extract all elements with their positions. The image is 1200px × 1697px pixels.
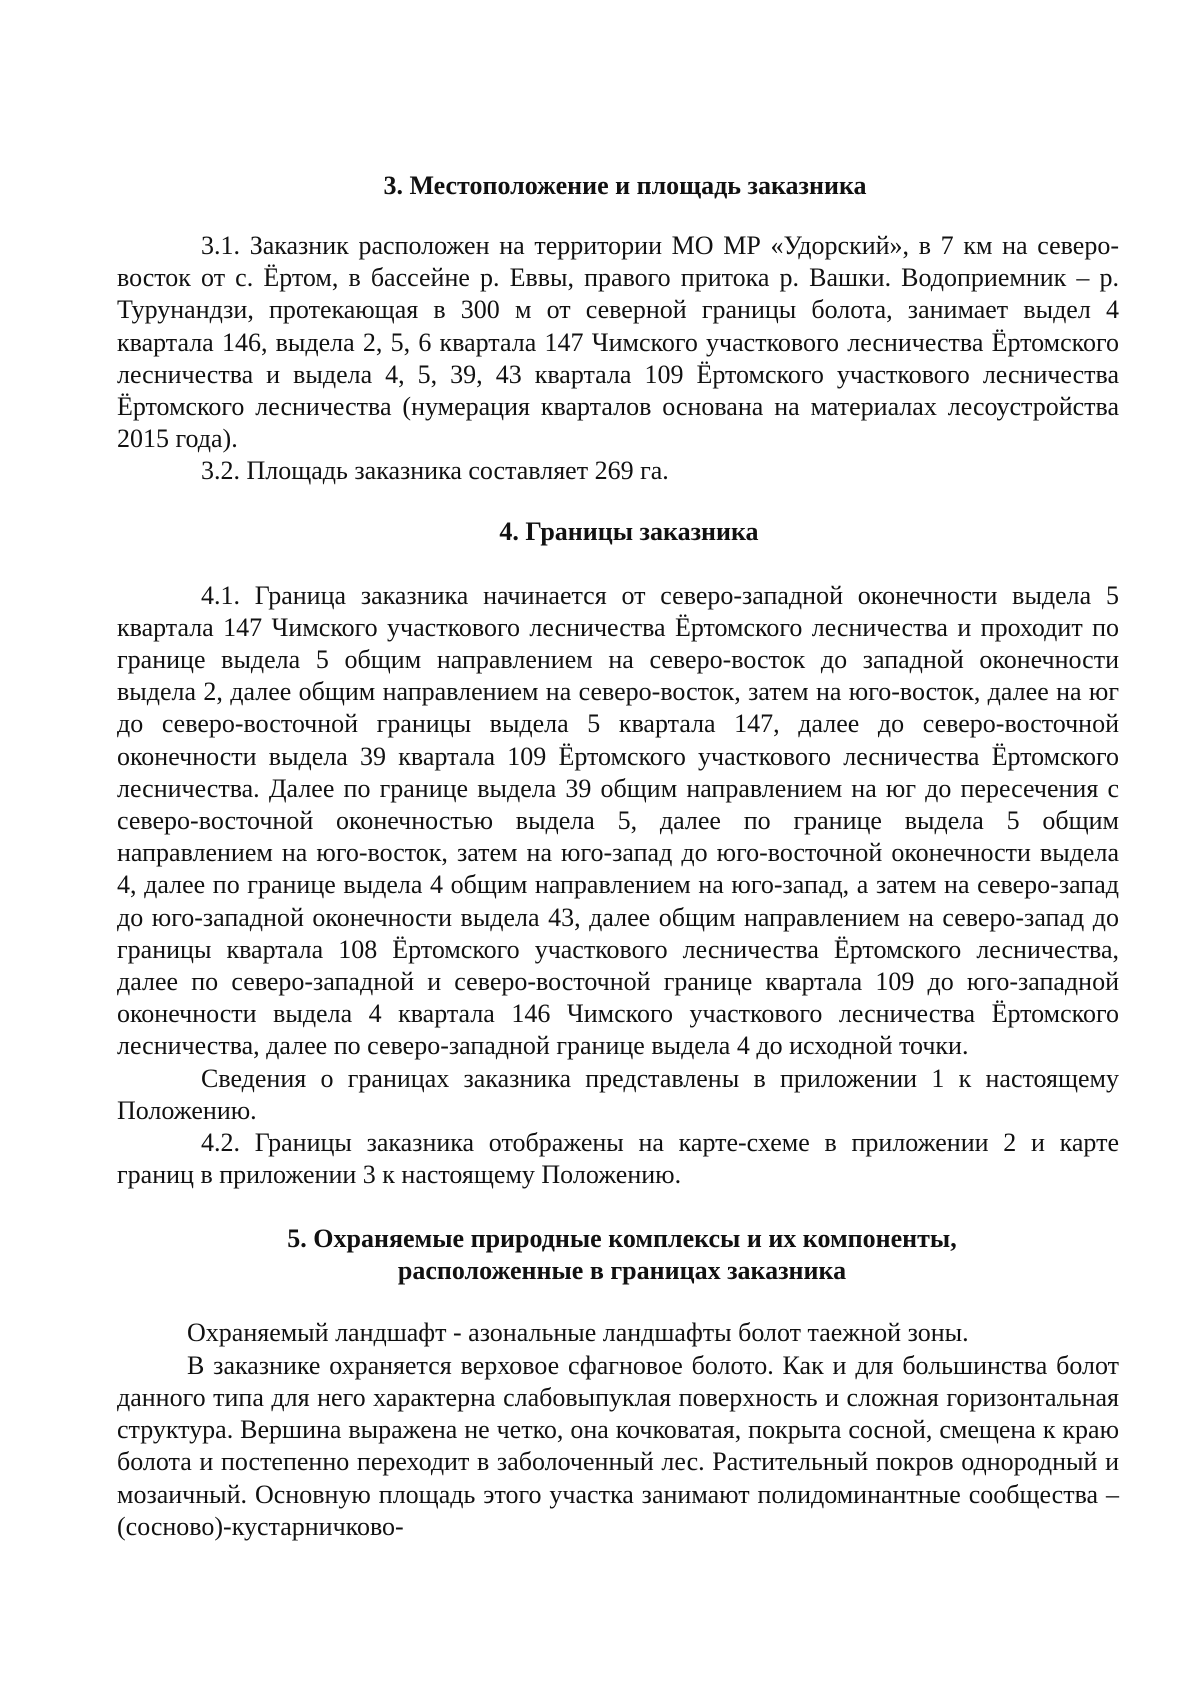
paragraph-4-boundary-info: Сведения о границах заказника представлены в приложении 1 к настоящему Положению. (117, 1063, 1119, 1125)
section-3-heading: 3. Местоположение и площадь заказника (383, 171, 867, 200)
section-5-heading-line-1: 5. Охраняемые природные комплексы и их компоненты, (287, 1224, 957, 1254)
section-5-heading-line-2: расположенные в границах заказника (397, 1256, 847, 1286)
section-5-heading (117, 1223, 1119, 1287)
paragraph-4-1: 4.1. Граница заказника начинается от северо-западной оконечности выдела 5 квартала 147 Чимского участкового лесничества Ёртомского лесничества и проходит по границе выдела 5 общим направлением на северо-восток до западной оконечности выдела 2, далее общим направлением на северо-восток, затем на юго-восток, далее на юг до северо-восточной границы выдела 5 квартала 147, далее до северо-восточной оконечности выдела 39 квартала 109 Ёртомского участкового лесничества Ёртомского лесничества. Далее по границе выдела 39 общим направлением на юг до пересечения с северо-восточной оконечностью выдела 5, далее по границе выдела 5 общим направлением на юго-восток, затем на юго-запад до юго-восточной оконечности выдела 4, далее по границе выдела 4 общим направлением на юго-запад, а затем на северо-запад до юго-западной оконечности выдела 43, далее общим направлением на северо-запад до границы квартала 108 Ёртомского участкового лесничества Ёртомского лесничества, далее по северо-западной и северо-восточной границе квартала 109 до юго-западной оконечности выдела 4 квартала 146 Чимского участкового лесничества Ёртомского лесничества, далее по северо-западной границе выдела 4 до исходной точки. (117, 580, 1119, 1061)
paragraph-3-1: 3.1. Заказник расположен на территории МО МР «Удорский», в 7 км на северо-восток от с. Ёртом, в бассейне р. Еввы, правого притока р. Вашки. Водоприемник – р. Турунандзи, протекающая в 300 м от северной границы болота, занимает выдел 4 квартала 146, выдела 2, 5, 6 квартала 147 Чимского участкового лесничества Ёртомского лесничества и выдела 4, 5, 39, 43 квартала 109 Ёртомского участкового лесничества Ёртомского лесничества (нумерация кварталов основана на материалах лесоустройства 2015 года). (117, 231, 1119, 454)
section-4-heading: 4. Границы заказника (499, 516, 759, 546)
document-page (117, 170, 1119, 1543)
paragraph-4-2: 4.2. Границы заказника отображены на карте-схеме в приложении 2 и карте границ в приложении 3 к настоящему Положению. (117, 1128, 1119, 1190)
paragraph-5-landscape: Охраняемый ландшафт - азональные ландшафты болот таежной зоны. (187, 1318, 969, 1348)
paragraph-3-2: 3.2. Площадь заказника составляет 269 га. (201, 456, 669, 486)
paragraph-5-bog: В заказнике охраняется верховое сфагновое болото. Как и для большинства болот данного типа для него характерна слабовыпуклая поверхность и сложная горизонтальная структура. Вершина выражена не четко, она кочковатая, покрыта сосной, смещена к краю болота и постепенно переходит в заболоченный лес. Растительный покров однородный и мозаичный. Основную площадь этого участка занимают полидоминантные сообщества – (сосново)-кустарничково- (117, 1350, 1119, 1541)
